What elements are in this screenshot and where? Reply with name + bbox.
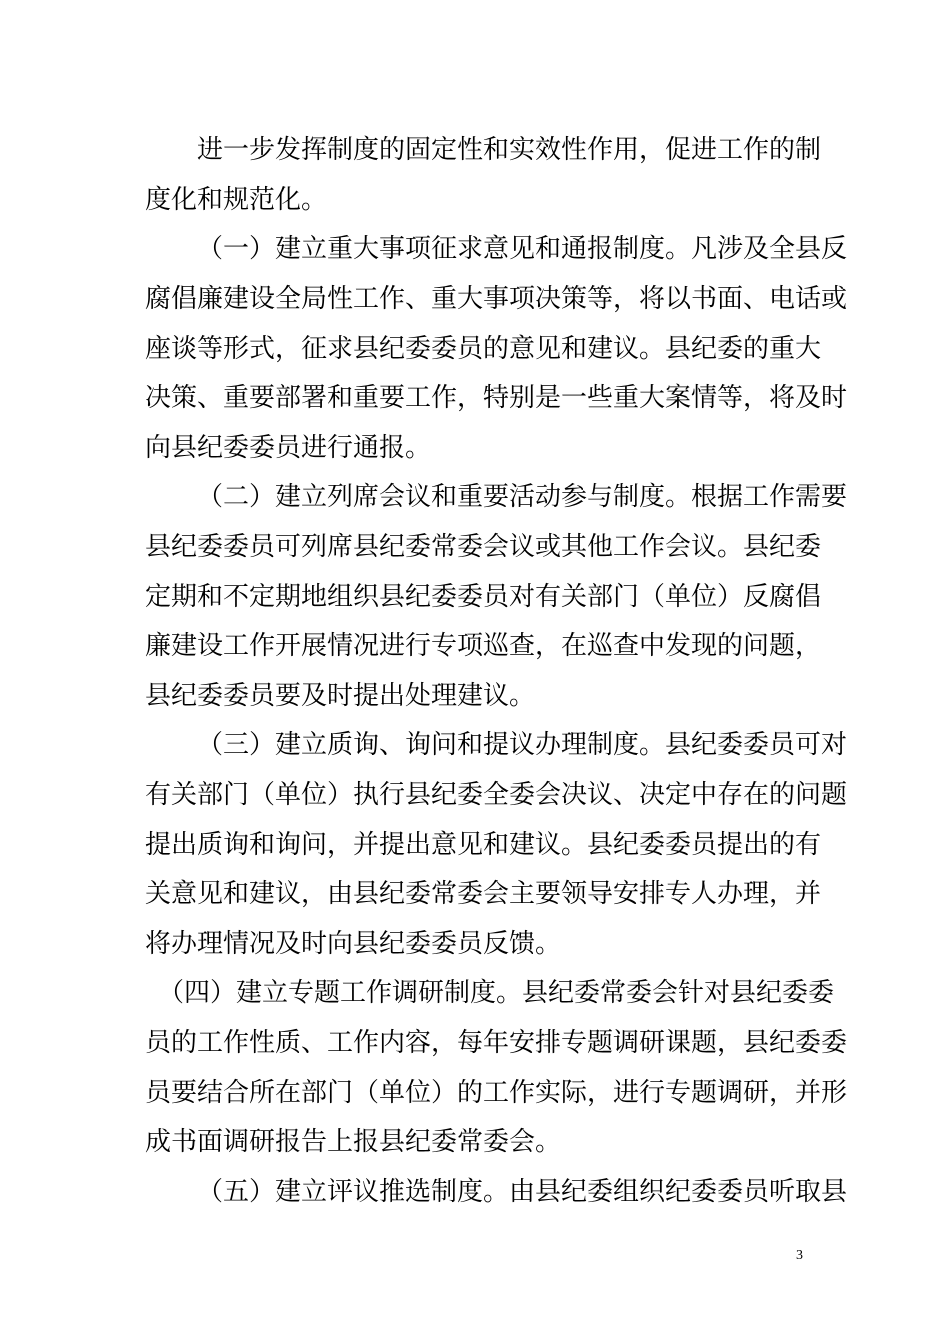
paragraph-line: 成书面调研报告上报县纪委常委会。 <box>145 1127 562 1157</box>
paragraph-line: （二）建立列席会议和重要活动参与制度。根据工作需要 <box>197 482 848 512</box>
paragraph-line: 县纪委委员可列席县纪委常委会议或其他工作会议。县纪委 <box>145 532 822 562</box>
paragraph-line: 座谈等形式，征求县纪委委员的意见和建议。县纪委的重大 <box>145 334 822 364</box>
paragraph-line: 决策、重要部署和重要工作，特别是一些重大案情等，将及时 <box>145 383 848 413</box>
paragraph-line: 廉建设工作开展情况进行专项巡查，在巡查中发现的问题， <box>145 631 822 661</box>
paragraph-line: 有关部门（单位）执行县纪委全委会决议、决定中存在的问题 <box>145 780 848 810</box>
paragraph-line: 员要结合所在部门（单位）的工作实际，进行专题调研，并形 <box>145 1078 848 1108</box>
paragraph-line: （一）建立重大事项征求意见和通报制度。凡涉及全县反 <box>197 234 848 264</box>
paragraph-line: 向县纪委委员进行通报。 <box>145 433 432 463</box>
paragraph-line: 员的工作性质、工作内容，每年安排专题调研课题，县纪委委 <box>145 1028 848 1058</box>
paragraph-line: （四）建立专题工作调研制度。县纪委常委会针对县纪委委 <box>158 978 835 1008</box>
paragraph-line: 定期和不定期地组织县纪委委员对有关部门（单位）反腐倡 <box>145 582 822 612</box>
paragraph-line: 度化和规范化。 <box>145 185 328 215</box>
page-number: 3 <box>796 1248 803 1263</box>
paragraph-line: 县纪委委员要及时提出处理建议。 <box>145 681 536 711</box>
paragraph-line: （五）建立评议推选制度。由县纪委组织纪委委员听取县 <box>197 1177 848 1207</box>
paragraph-line: 进一步发挥制度的固定性和实效性作用，促进工作的制 <box>197 135 822 165</box>
paragraph-line: 腐倡廉建设全局性工作、重大事项决策等，将以书面、电话或 <box>145 284 848 314</box>
paragraph-line: 将办理情况及时向县纪委委员反馈。 <box>145 929 562 959</box>
paragraph-line: （三）建立质询、询问和提议办理制度。县纪委委员可对 <box>197 730 848 760</box>
paragraph-line: 关意见和建议，由县纪委常委会主要领导安排专人办理，并 <box>145 879 822 909</box>
paragraph-line: 提出质询和询问，并提出意见和建议。县纪委委员提出的有 <box>145 830 822 860</box>
